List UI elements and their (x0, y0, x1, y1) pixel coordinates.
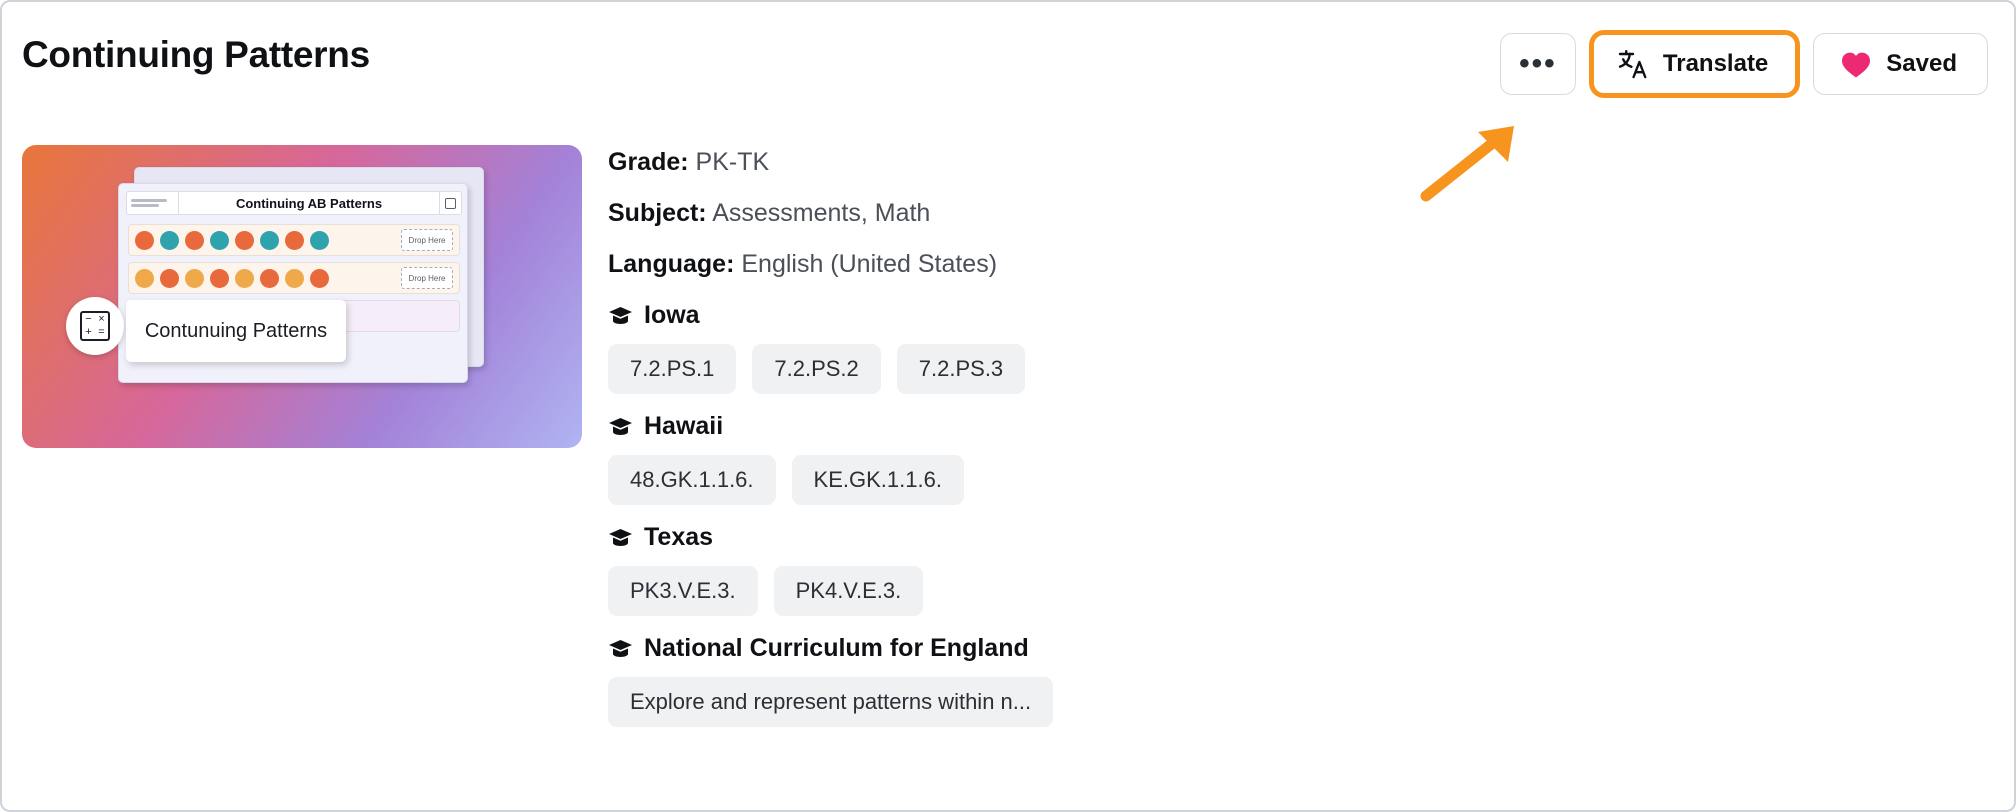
saved-button[interactable] (1813, 33, 1988, 95)
header-actions (1500, 33, 1988, 95)
graduation-cap-icon (608, 416, 633, 438)
pattern-dot (285, 231, 304, 250)
graduation-cap-icon (608, 638, 633, 660)
ellipsis-icon: ••• (1519, 47, 1557, 80)
pattern-dot (310, 269, 329, 288)
drop-zone: Drop Here (401, 267, 453, 289)
language-label: Language: (608, 250, 735, 278)
translate-button[interactable] (1592, 33, 1797, 95)
region-label: Hawaii (644, 412, 724, 440)
resource-metadata (608, 148, 1708, 745)
standard-chip[interactable]: 48.GK.1.1.6. (608, 455, 776, 505)
drop-zone: Drop Here (401, 229, 453, 251)
pattern-dot (160, 231, 179, 250)
graduation-cap-icon (608, 305, 633, 327)
math-symbol-equals: = (98, 326, 105, 338)
pattern-dot (235, 269, 254, 288)
standards-region-heading (608, 634, 1708, 663)
pattern-dot (185, 231, 204, 250)
standards-chip-list (608, 677, 1708, 727)
math-symbol-plus: + (85, 326, 92, 338)
pattern-dot (210, 269, 229, 288)
standards-region-heading (608, 412, 1708, 441)
pattern-dot (135, 231, 154, 250)
pattern-row (128, 224, 460, 256)
standard-chip[interactable]: 7.2.PS.1 (608, 344, 736, 394)
directions-icon (127, 192, 179, 214)
thumbnail-label-card: Contunuing Patterns (126, 300, 346, 362)
standards-group-iowa (608, 301, 1708, 394)
header (0, 0, 2016, 125)
math-symbol-minus: − (85, 313, 92, 325)
standards-region-heading (608, 301, 1708, 330)
region-label: Texas (644, 523, 714, 551)
math-badge-icon (66, 297, 124, 355)
resource-thumbnail[interactable] (22, 145, 582, 448)
pattern-row (128, 262, 460, 294)
language-row (608, 250, 1708, 279)
grade-value: PK-TK (695, 148, 770, 176)
pattern-dot (210, 231, 229, 250)
pattern-dot (260, 231, 279, 250)
pattern-dot (235, 231, 254, 250)
subject-value: Assessments, Math (712, 199, 931, 227)
standards-chip-list (608, 566, 1708, 616)
standards-chip-list (608, 344, 1708, 394)
standards-chip-list (608, 455, 1708, 505)
standard-chip[interactable]: Explore and represent patterns within n... (608, 677, 1053, 727)
saved-label: Saved (1886, 50, 1957, 77)
subject-label: Subject: (608, 199, 707, 227)
grid-icon (439, 192, 461, 214)
graduation-cap-icon (608, 527, 633, 549)
region-label: National Curriculum for England (644, 634, 1029, 662)
page-title: Continuing Patterns (22, 34, 370, 75)
standard-chip[interactable]: PK4.V.E.3. (774, 566, 924, 616)
standards-group-hawaii (608, 412, 1708, 505)
more-options-button[interactable] (1500, 33, 1576, 95)
heart-icon (1840, 49, 1872, 79)
thumbnail-slide-header (126, 191, 462, 215)
pattern-dot (135, 269, 154, 288)
grade-label: Grade: (608, 148, 689, 176)
standard-chip[interactable]: KE.GK.1.1.6. (792, 455, 964, 505)
standard-chip[interactable]: 7.2.PS.3 (897, 344, 1025, 394)
math-symbol-times: × (98, 313, 105, 325)
standard-chip[interactable]: PK3.V.E.3. (608, 566, 758, 616)
standard-chip[interactable]: 7.2.PS.2 (752, 344, 880, 394)
standards-region-heading (608, 523, 1708, 552)
standards-group-england (608, 634, 1708, 727)
pattern-dot (160, 269, 179, 288)
pattern-dot (310, 231, 329, 250)
pattern-dot (185, 269, 204, 288)
translate-label: Translate (1662, 50, 1769, 77)
translate-icon (1617, 48, 1649, 80)
region-label: Iowa (644, 301, 700, 329)
pattern-dot (260, 269, 279, 288)
language-value: English (United States) (741, 250, 998, 278)
subject-row (608, 199, 1708, 228)
thumbnail-slide-title: Continuing AB Patterns (235, 195, 383, 211)
pattern-dot (285, 269, 304, 288)
standards-group-texas (608, 523, 1708, 616)
grade-row (608, 148, 1708, 177)
